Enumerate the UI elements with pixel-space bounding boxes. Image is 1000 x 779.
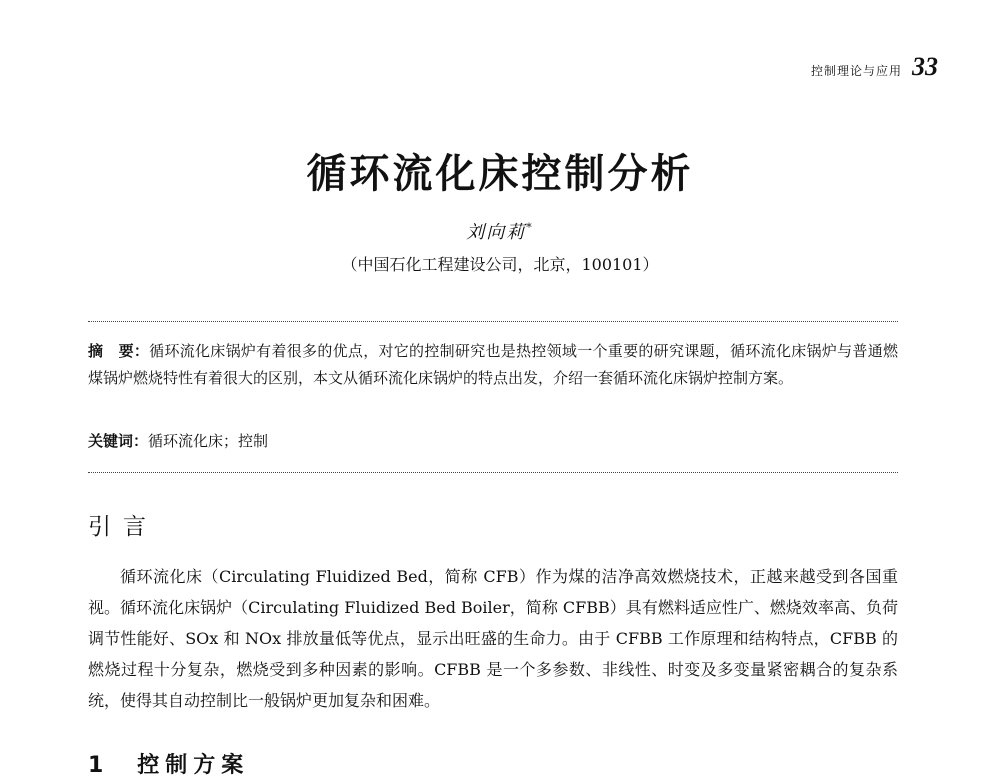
page-number: 33 — [912, 52, 938, 81]
keywords-label: 关键词： — [88, 432, 149, 450]
keywords-text: 循环流化床；控制 — [148, 432, 269, 450]
introduction-paragraph: 循环流化床（Circulating Fluidized Bed，简称 CFB）作为煤的洁净高效燃烧技术，正越来越受到各国重视。循环流化床锅炉（Circulating Fluidized Bed Boiler，简称 CFBB）具有燃料适应性广、燃烧效率高、负荷调节性能好、SOx 和 NOx 排放量低等优点，显示出旺盛的生命力。由于 CFBB 工作原理和结构特点，CFBB 的燃烧过程十分复杂，燃烧受到多种因素的影响。CFBB 是一个多参数、非线性、时变及多变量紧密耦合的复杂系统，使得其自动控制比一般锅炉更加复杂和困难。 — [88, 567, 898, 710]
abstract-label: 摘 要： — [88, 342, 150, 360]
running-header — [811, 52, 938, 82]
abstract-text: 循环流化床锅炉有着很多的优点，对它的控制研究也是热控领域一个重要的研究课题，循环流化床锅炉与普通燃煤锅炉燃烧特性有着很大的区别，本文从循环流化床锅炉的特点出发，介绍一套循环流化床锅炉控制方案。 — [88, 342, 898, 387]
abstract-bottom-rule — [88, 472, 898, 473]
affiliation: （中国石化工程建设公司，北京，100101） — [341, 255, 659, 274]
author-name: 刘向莉 — [466, 222, 527, 243]
author-line — [0, 218, 1000, 244]
section-heading-control-scheme: 1 控制方案 — [88, 753, 250, 778]
paper-title: 循环流化床控制分析 — [306, 150, 694, 197]
author-footnote-mark: * — [526, 221, 534, 234]
journal-column-name: 控制理论与应用 — [810, 64, 902, 78]
abstract-top-rule — [88, 321, 898, 322]
abstract — [88, 338, 898, 392]
section-heading-introduction: 引言 — [88, 514, 158, 540]
keywords — [88, 428, 268, 455]
